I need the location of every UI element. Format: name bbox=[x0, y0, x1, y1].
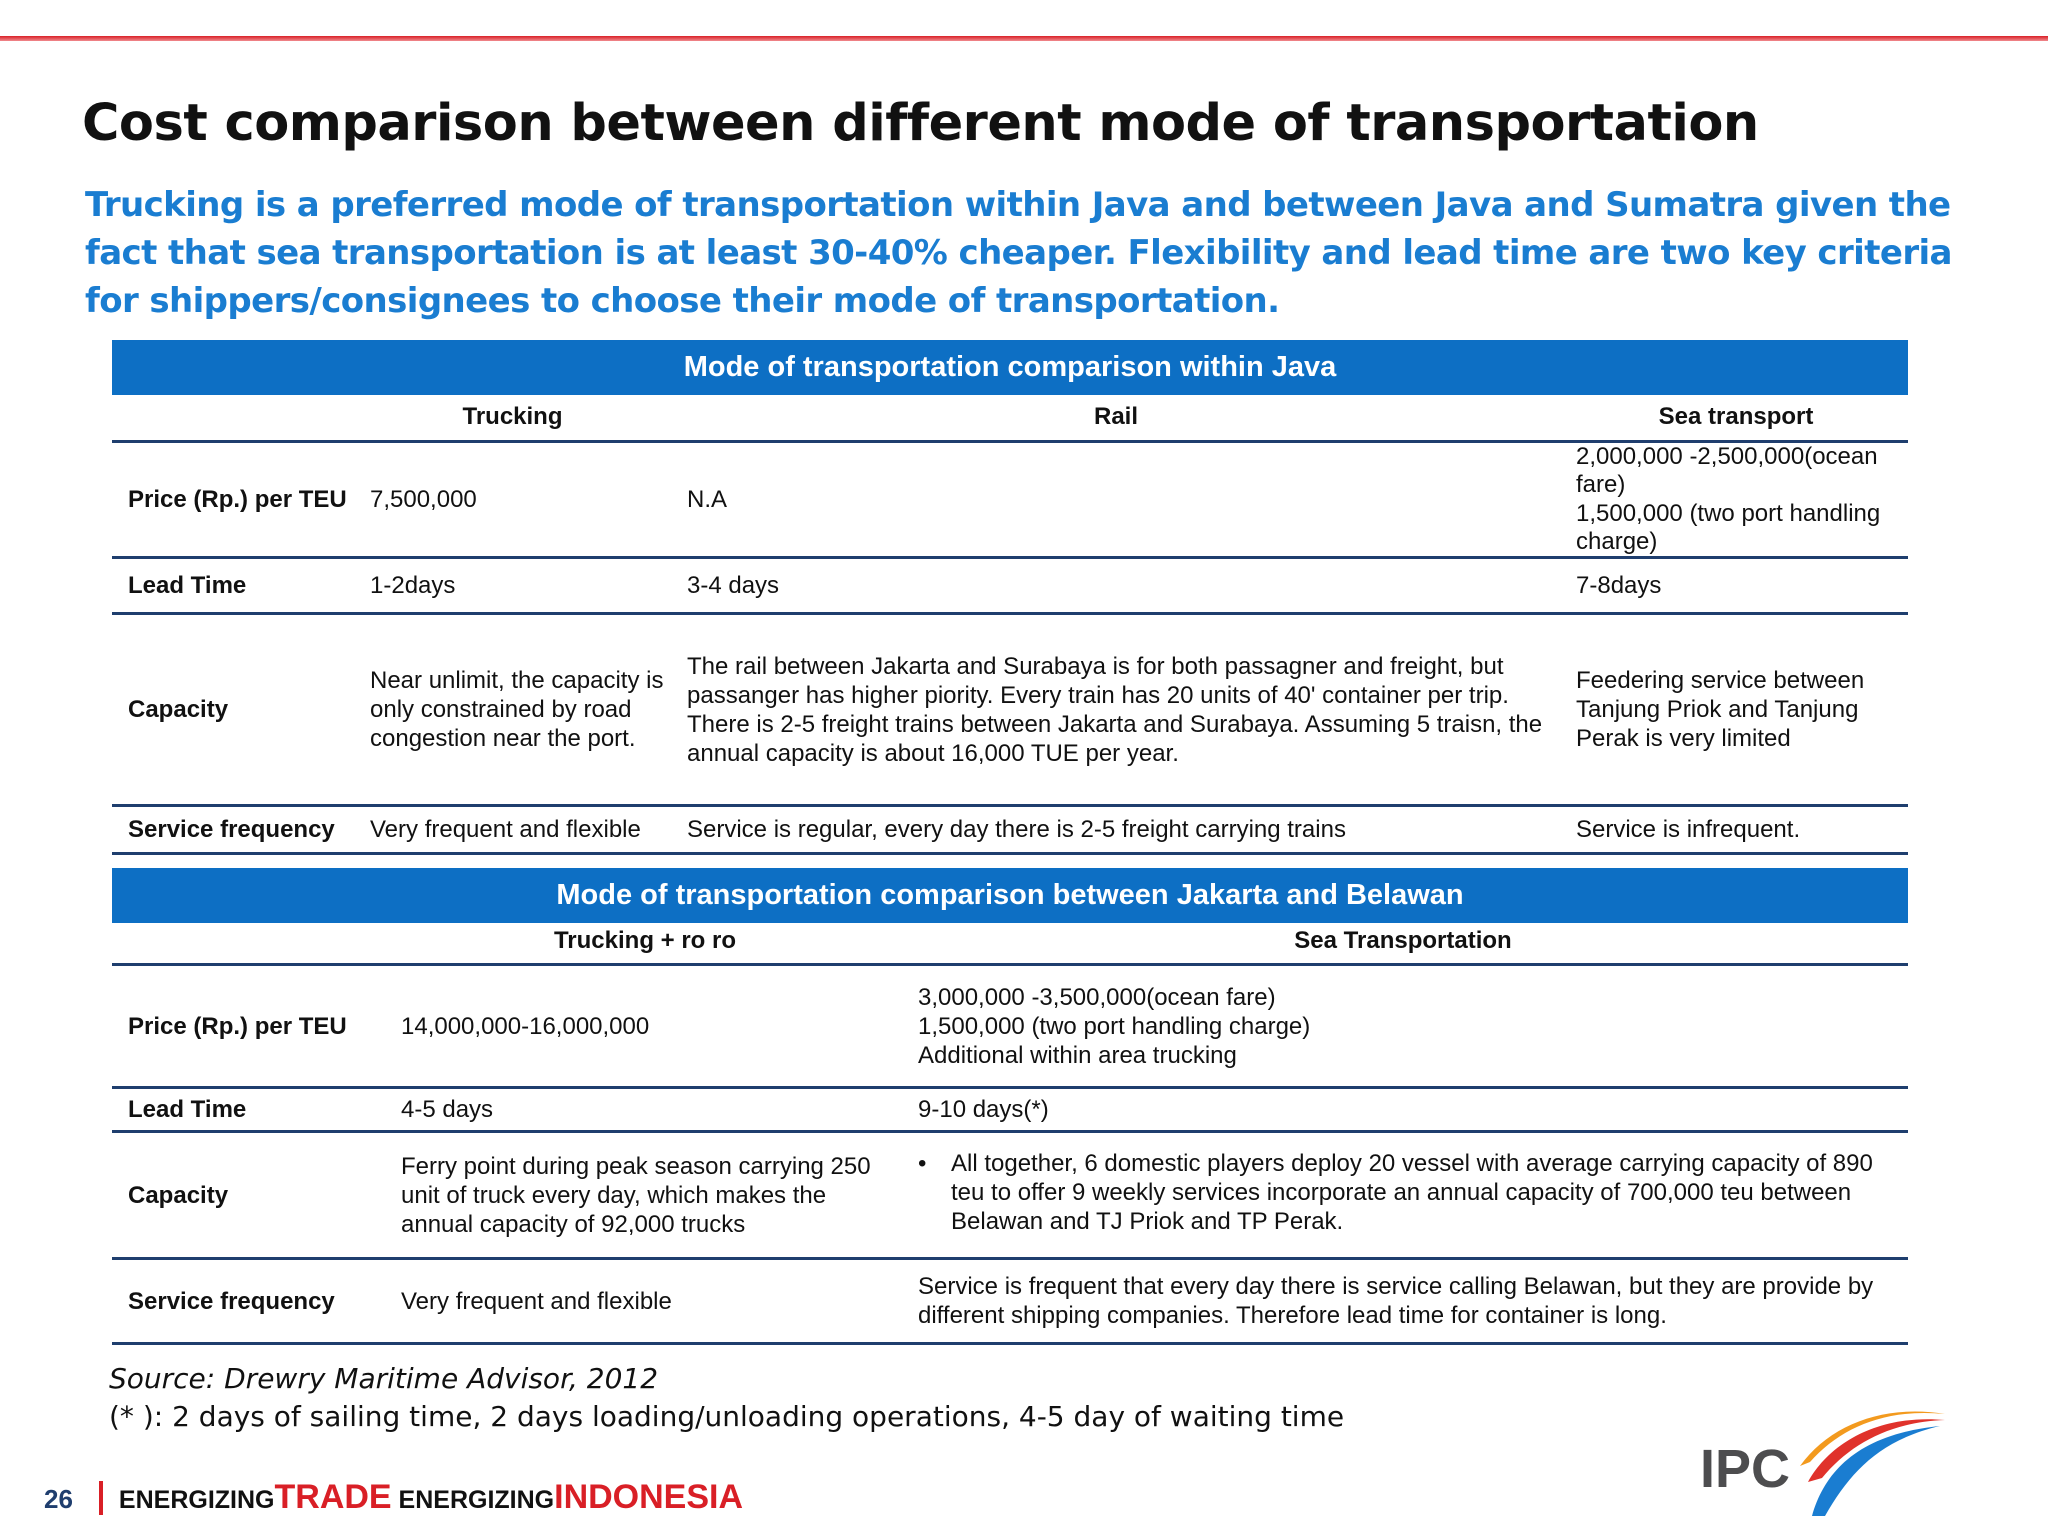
tagline-energizing-1: ENERGIZING bbox=[118, 1486, 275, 1514]
belawan-cell: 3,000,000 -3,500,000(ocean fare) 1,500,000 (two port handling charge) Additional within area trucking bbox=[918, 983, 1311, 1069]
tagline-trade: TRADE bbox=[274, 1478, 392, 1516]
page-number: 26 bbox=[44, 1484, 73, 1514]
belawan-cell: Very frequent and flexible bbox=[401, 1287, 672, 1315]
java-cell: N.A bbox=[687, 486, 728, 513]
top-accent-line bbox=[0, 36, 2048, 41]
belawan-row-label: Capacity bbox=[128, 1181, 229, 1209]
page-subtitle: Trucking is a preferred mode of transportation within Java and between Java and Sumatra given the fact that sea transportation is at least 30-40% cheaper. Flexibility and lead time are two key criteria for shippers/consignees to choose their mode of transportation. bbox=[85, 185, 1952, 321]
belawan-row-label: Lead Time bbox=[128, 1096, 247, 1123]
java-cell: Service is infrequent. bbox=[1576, 816, 1801, 843]
java-col-sea: Sea transport bbox=[1658, 403, 1814, 430]
belawan-cell: Ferry point during peak season carrying 250 unit of truck every day, which makes the annual capacity of 92,000 trucks bbox=[401, 1152, 871, 1238]
belawan-cell: 14,000,000-16,000,000 bbox=[401, 1012, 650, 1040]
java-col-rail: Rail bbox=[1093, 403, 1138, 430]
tagline-energizing-2: ENERGIZING bbox=[391, 1486, 555, 1514]
java-col-trucking: Trucking bbox=[462, 403, 563, 430]
java-cell: 7-8days bbox=[1576, 572, 1662, 599]
java-row-label: Price (Rp.) per TEU bbox=[128, 486, 347, 513]
java-row-label: Service frequency bbox=[128, 816, 335, 843]
source-note: Source: Drewry Maritime Advisor, 2012 bbox=[109, 1362, 659, 1395]
java-cell: 3-4 days bbox=[687, 572, 780, 599]
ipc-logo-text: IPC bbox=[1700, 1439, 1791, 1499]
java-cell: 7,500,000 bbox=[370, 486, 477, 513]
footer bbox=[44, 1478, 743, 1518]
belawan-row-label: Price (Rp.) per TEU bbox=[128, 1012, 347, 1040]
belawan-cell-bullet bbox=[918, 1149, 1888, 1249]
java-cell: Feedering service between Tanjung Priok and Tanjung Perak is very limited bbox=[1576, 667, 1865, 752]
belawan-col-trucking: Trucking + ro ro bbox=[553, 927, 737, 954]
belawan-table-banner: Mode of transportation comparison between Jakarta and Belawan bbox=[112, 868, 1908, 923]
java-rule bbox=[112, 852, 1908, 855]
footer-divider bbox=[99, 1481, 103, 1515]
java-cell: Very frequent and flexible bbox=[370, 816, 641, 843]
belawan-row-label: Service frequency bbox=[128, 1287, 335, 1315]
belawan-cell: Service is frequent that every day there is service calling Belawan, but they are provide by different shipping companies. Therefore lead time for container is long. bbox=[918, 1273, 1874, 1329]
belawan-rule bbox=[112, 1130, 1908, 1133]
tagline-indonesia: INDONESIA bbox=[554, 1478, 744, 1516]
page-title: Cost comparison between different mode of transportation bbox=[82, 94, 1759, 153]
java-cell: Near unlimit, the capacity is only constrained by road congestion near the port. bbox=[370, 667, 664, 752]
belawan-col-sea: Sea Transportation bbox=[1294, 927, 1512, 954]
bullet-icon: • bbox=[918, 1150, 927, 1177]
ipc-logo bbox=[1700, 1400, 1960, 1520]
java-row-label: Lead Time bbox=[128, 572, 247, 599]
belawan-capacity-text: All together, 6 domestic players deploy 20 vessel with average carrying capacity of 890 teu to offer 9 weekly services incorporate an annual capacity of 700,000 teu between Belawan and TJ Priok and TP Perak. bbox=[951, 1150, 1873, 1235]
java-row-label: Capacity bbox=[128, 696, 229, 723]
footnote: (* ): 2 days of sailing time, 2 days loading/unloading operations, 4-5 day of waiting time bbox=[109, 1400, 1345, 1433]
java-cell: 1-2days bbox=[370, 572, 456, 599]
java-table-banner: Mode of transportation comparison within Java bbox=[112, 340, 1908, 395]
belawan-rule bbox=[112, 1342, 1908, 1345]
belawan-cell: 9-10 days(*) bbox=[918, 1096, 1049, 1123]
java-cell: The rail between Jakarta and Surabaya is for both passagner and freight, but passanger has higher piority. Every train has 20 units of 40' container per trip. There is 2-5 freight trains between Jakarta and Surabaya. Assuming 5 traisn, the annual capacity is about 16,000 TUE per year. bbox=[687, 652, 1543, 767]
java-cell: Service is regular, every day there is 2-5 freight carrying trains bbox=[687, 816, 1346, 843]
java-cell: 2,000,000 -2,500,000(ocean fare) 1,500,000 (two port handling charge) bbox=[1576, 442, 1881, 555]
belawan-cell: 4-5 days bbox=[401, 1096, 494, 1123]
